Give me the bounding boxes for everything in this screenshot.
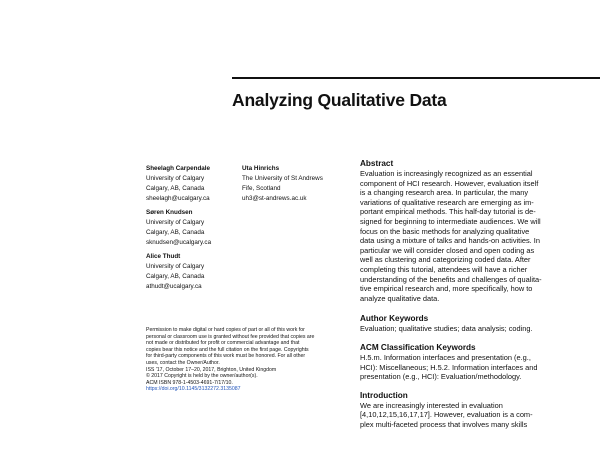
keywords-line: Evaluation; qualitative studies; data analysis; coding. — [360, 324, 533, 334]
permission-line: for third-party components of this work must be honored. For all other — [146, 353, 306, 360]
author-name: Sheelagh Carpendale — [146, 165, 211, 172]
author-block — [146, 208, 211, 248]
title-rule — [232, 77, 600, 79]
author-block — [146, 164, 210, 204]
introduction-line: plex multi-faceted process that involves many skills — [360, 419, 528, 429]
permission-line: ISS '17, October 17–20, 2017, Brighton, United Kingdom — [146, 366, 277, 373]
author-location: Calgary, AB, Canada — [146, 229, 205, 236]
author-name: Uta Hinrichs — [242, 165, 280, 172]
acm-line: presentation (e.g., HCI): Evaluation/methodology. — [360, 372, 522, 382]
permission-line: ACM ISBN 978-1-4503-4691-7/17/10. — [146, 379, 233, 386]
abstract-line: variations of qualitative research are emerging as im- — [360, 197, 534, 207]
permission-line: copies bear this notice and the full citation on the first page. Copyrights — [146, 346, 309, 353]
introduction-text — [360, 401, 596, 430]
doi-link[interactable]: https://doi.org/10.1145/3132272.3135087 — [146, 386, 241, 393]
author-location: Calgary, AB, Canada — [146, 273, 205, 280]
abstract-line: Evaluation is increasingly recognized as an essential — [360, 169, 533, 178]
author-block — [242, 164, 323, 204]
keywords-text — [360, 324, 596, 334]
abstract-line: data using a mixture of talks and hands-on activities. In — [360, 236, 540, 246]
permission-line: not made or distributed for profit or commercial advantage and that — [146, 340, 300, 347]
abstract-line: tive empirical research and, more specifically, how to — [360, 284, 533, 294]
author-email: uh3@st-andrews.ac.uk — [242, 195, 307, 202]
permission-line: Permission to make digital or hard copies of part or all of this work for — [146, 327, 305, 333]
author-block — [146, 252, 204, 292]
permission-line: personal or classroom use is granted without fee provided that copies are — [146, 333, 315, 340]
acm-text — [360, 353, 596, 382]
acm-line: HCI): Miscellaneous; H.5.2. Information interfaces and — [360, 362, 538, 372]
introduction-line: We are increasingly interested in evaluation — [360, 400, 503, 410]
author-email: sknudsen@ucalgary.ca — [146, 239, 212, 246]
abstract-line: understanding of the benefits and challenges of qualita- — [360, 274, 542, 284]
abstract-line: signed for beginning to intermediate audiences. We will — [360, 216, 541, 226]
author-affiliation: University of Calgary — [146, 263, 205, 270]
abstract-line: completing this tutorial, attendees will have a richer — [360, 264, 528, 274]
permission-notice — [146, 327, 340, 393]
abstract-line: analyze qualitative data. — [360, 293, 440, 303]
author-name: Søren Knudsen — [146, 209, 193, 216]
author-email: athudt@ucalgary.ca — [146, 283, 202, 290]
acm-line: H.5.m. Information interfaces and presentation (e.g., — [360, 352, 531, 362]
author-name: Alice Thudt — [146, 253, 181, 260]
abstract-line: is a changing research area. In particular, the many — [360, 188, 529, 198]
abstract-line: component of HCI research. However, evaluation itself — [360, 178, 539, 188]
right-column — [360, 158, 596, 429]
abstract-line: well as clustering and categorizing coded data. After — [360, 255, 531, 265]
abstract-heading: Abstract — [360, 159, 394, 168]
acm-heading: ACM Classification Keywords — [360, 342, 476, 352]
author-location: Fife, Scotland — [242, 185, 281, 192]
permission-line: © 2017 Copyright is held by the owner/author(s). — [146, 373, 258, 380]
author-affiliation: The University of St Andrews — [242, 175, 323, 182]
abstract-line: particular we will consider closed and open coding as — [360, 245, 535, 255]
author-email: sheelagh@ucalgary.ca — [146, 195, 210, 202]
introduction-heading: Introduction — [360, 390, 408, 400]
author-affiliation: University of Calgary — [146, 219, 205, 226]
permission-line: uses, contact the Owner/Author. — [146, 359, 220, 366]
author-affiliation: University of Calgary — [146, 175, 205, 182]
abstract-line: portant empirical methods. This half-day tutorial is de- — [360, 207, 536, 217]
paper-title: Analyzing Qualitative Data — [232, 90, 447, 110]
abstract-text — [360, 169, 596, 303]
keywords-heading: Author Keywords — [360, 314, 429, 324]
abstract-line: focus on the basic methods for analyzing qualitative — [360, 226, 530, 236]
author-location: Calgary, AB, Canada — [146, 185, 205, 192]
introduction-line: [4,10,12,15,16,17,17]. However, evaluation is a com- — [360, 410, 533, 420]
